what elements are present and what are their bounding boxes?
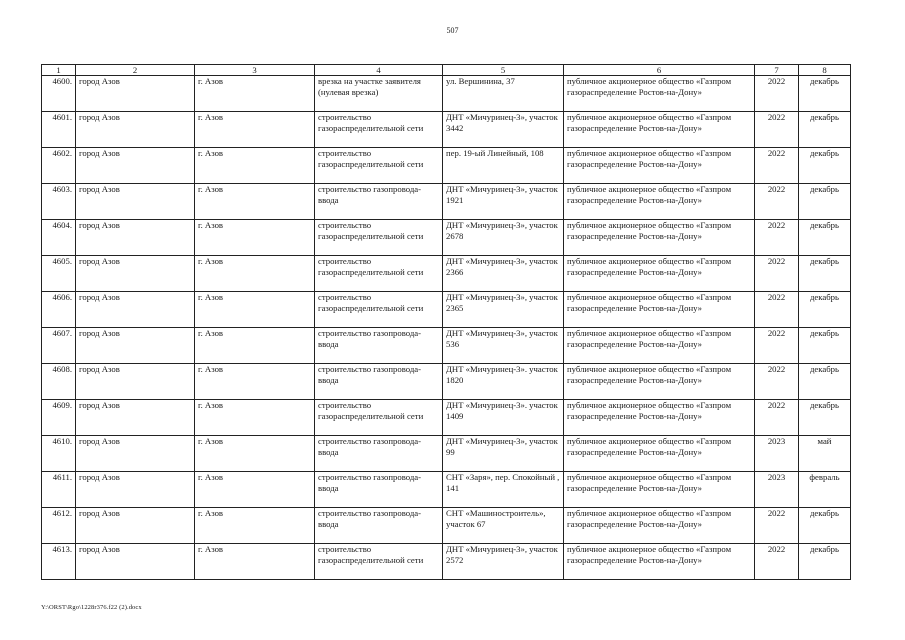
- table-row: [42, 112, 851, 148]
- cell-address: ДНТ «Мичуринец-3», участок 3442: [443, 112, 564, 148]
- cell-year: 2022: [755, 328, 799, 364]
- cell-month: декабрь: [799, 508, 851, 544]
- cell-month: декабрь: [799, 112, 851, 148]
- cell-row-number: 4610.: [42, 436, 76, 472]
- cell-month: декабрь: [799, 256, 851, 292]
- cell-settlement: г. Азов: [195, 364, 315, 400]
- cell-organization: публичное акционерное общество «Газпром газораспределение Ростов-на-Дону»: [564, 472, 755, 508]
- cell-address: ДНТ «Мичуринец-3», участок 2366: [443, 256, 564, 292]
- cell-row-number: 4609.: [42, 400, 76, 436]
- cell-organization: публичное акционерное общество «Газпром газораспределение Ростов-на-Дону»: [564, 184, 755, 220]
- cell-year: 2022: [755, 544, 799, 580]
- cell-year: 2022: [755, 112, 799, 148]
- table-header: [42, 65, 851, 76]
- cell-address: ДНТ «Мичуринец-3», участок 2572: [443, 544, 564, 580]
- cell-month: декабрь: [799, 220, 851, 256]
- cell-row-number: 4600.: [42, 76, 76, 112]
- table-row: [42, 292, 851, 328]
- cell-organization: публичное акционерное общество «Газпром газораспределение Ростов-на-Дону»: [564, 544, 755, 580]
- cell-work-type: строительство газораспределительной сети: [315, 292, 443, 328]
- table-row: [42, 472, 851, 508]
- cell-year: 2022: [755, 364, 799, 400]
- cell-settlement: г. Азов: [195, 292, 315, 328]
- cell-year: 2022: [755, 292, 799, 328]
- cell-work-type: строительство газораспределительной сети: [315, 544, 443, 580]
- cell-row-number: 4606.: [42, 292, 76, 328]
- cell-address: ДНТ «Мичуринец-3», участок 2365: [443, 292, 564, 328]
- cell-municipality: город Азов: [76, 220, 195, 256]
- page-number: 507: [446, 26, 459, 35]
- cell-address: ДНТ «Мичуринец-3», участок 99: [443, 436, 564, 472]
- cell-settlement: г. Азов: [195, 76, 315, 112]
- cell-year: 2022: [755, 400, 799, 436]
- column-header: 2: [76, 65, 195, 76]
- cell-organization: публичное акционерное общество «Газпром газораспределение Ростов-на-Дону»: [564, 112, 755, 148]
- cell-row-number: 4608.: [42, 364, 76, 400]
- cell-organization: публичное акционерное общество «Газпром газораспределение Ростов-на-Дону»: [564, 292, 755, 328]
- table-row: [42, 220, 851, 256]
- table-row: [42, 364, 851, 400]
- cell-settlement: г. Азов: [195, 508, 315, 544]
- cell-address: ДНТ «Мичуринец-3». участок 1820: [443, 364, 564, 400]
- cell-work-type: строительство газораспределительной сети: [315, 112, 443, 148]
- cell-work-type: строительство газопровода-ввода: [315, 472, 443, 508]
- column-header: 4: [315, 65, 443, 76]
- cell-address: ДНТ «Мичуринец-3», участок 536: [443, 328, 564, 364]
- cell-organization: публичное акционерное общество «Газпром газораспределение Ростов-на-Дону»: [564, 364, 755, 400]
- column-header: 6: [564, 65, 755, 76]
- cell-work-type: строительство газораспределительной сети: [315, 400, 443, 436]
- cell-work-type: строительство газопровода-ввода: [315, 436, 443, 472]
- cell-municipality: город Азов: [76, 544, 195, 580]
- cell-work-type: строительство газораспределительной сети: [315, 256, 443, 292]
- cell-organization: публичное акционерное общество «Газпром газораспределение Ростов-на-Дону»: [564, 400, 755, 436]
- cell-month: декабрь: [799, 544, 851, 580]
- cell-address: СНТ «Машиностроитель», участок 67: [443, 508, 564, 544]
- cell-municipality: город Азов: [76, 76, 195, 112]
- cell-address: ул. Вершинина, 37: [443, 76, 564, 112]
- cell-year: 2022: [755, 76, 799, 112]
- cell-row-number: 4607.: [42, 328, 76, 364]
- cell-address: СНТ «Заря», пер. Спокойный , 141: [443, 472, 564, 508]
- column-header: 5: [443, 65, 564, 76]
- table-row: [42, 256, 851, 292]
- table-row: [42, 184, 851, 220]
- cell-row-number: 4613.: [42, 544, 76, 580]
- column-header: 3: [195, 65, 315, 76]
- gas-registry-table: [41, 64, 851, 580]
- table-row: [42, 148, 851, 184]
- cell-work-type: строительство газопровода-ввода: [315, 328, 443, 364]
- cell-settlement: г. Азов: [195, 148, 315, 184]
- table-row: [42, 544, 851, 580]
- cell-row-number: 4602.: [42, 148, 76, 184]
- cell-organization: публичное акционерное общество «Газпром газораспределение Ростов-на-Дону»: [564, 76, 755, 112]
- cell-month: май: [799, 436, 851, 472]
- column-header: 1: [42, 65, 76, 76]
- cell-month: декабрь: [799, 328, 851, 364]
- cell-year: 2022: [755, 508, 799, 544]
- cell-month: февраль: [799, 472, 851, 508]
- cell-settlement: г. Азов: [195, 400, 315, 436]
- file-path: Y:\ORST\Rgo\1228r376.f22 (2).docx: [41, 604, 142, 611]
- cell-organization: публичное акционерное общество «Газпром газораспределение Ростов-на-Дону»: [564, 436, 755, 472]
- cell-row-number: 4604.: [42, 220, 76, 256]
- cell-row-number: 4605.: [42, 256, 76, 292]
- cell-work-type: врезка на участке заявителя (нулевая врезка): [315, 76, 443, 112]
- cell-municipality: город Азов: [76, 328, 195, 364]
- table-row: [42, 76, 851, 112]
- cell-organization: публичное акционерное общество «Газпром газораспределение Ростов-на-Дону»: [564, 328, 755, 364]
- cell-address: пер. 19-ый Линейный, 108: [443, 148, 564, 184]
- cell-municipality: город Азов: [76, 364, 195, 400]
- cell-month: декабрь: [799, 184, 851, 220]
- cell-settlement: г. Азов: [195, 184, 315, 220]
- cell-organization: публичное акционерное общество «Газпром газораспределение Ростов-на-Дону»: [564, 256, 755, 292]
- cell-settlement: г. Азов: [195, 436, 315, 472]
- cell-settlement: г. Азов: [195, 220, 315, 256]
- cell-month: декабрь: [799, 292, 851, 328]
- cell-work-type: строительство газораспределительной сети: [315, 148, 443, 184]
- cell-year: 2023: [755, 472, 799, 508]
- cell-settlement: г. Азов: [195, 112, 315, 148]
- cell-year: 2022: [755, 148, 799, 184]
- cell-row-number: 4612.: [42, 508, 76, 544]
- cell-settlement: г. Азов: [195, 256, 315, 292]
- cell-settlement: г. Азов: [195, 328, 315, 364]
- cell-municipality: город Азов: [76, 184, 195, 220]
- cell-month: декабрь: [799, 364, 851, 400]
- column-header: 8: [799, 65, 851, 76]
- cell-work-type: строительство газопровода-ввода: [315, 508, 443, 544]
- cell-municipality: город Азов: [76, 400, 195, 436]
- cell-year: 2022: [755, 184, 799, 220]
- cell-municipality: город Азов: [76, 436, 195, 472]
- cell-month: декабрь: [799, 400, 851, 436]
- cell-organization: публичное акционерное общество «Газпром газораспределение Ростов-на-Дону»: [564, 220, 755, 256]
- cell-year: 2022: [755, 256, 799, 292]
- table-row: [42, 436, 851, 472]
- cell-municipality: город Азов: [76, 256, 195, 292]
- cell-settlement: г. Азов: [195, 472, 315, 508]
- cell-work-type: строительство газопровода-ввода: [315, 364, 443, 400]
- header-row: [42, 65, 851, 76]
- table-body: [42, 76, 851, 580]
- cell-year: 2023: [755, 436, 799, 472]
- cell-settlement: г. Азов: [195, 544, 315, 580]
- cell-municipality: город Азов: [76, 292, 195, 328]
- table-row: [42, 508, 851, 544]
- cell-organization: публичное акционерное общество «Газпром газораспределение Ростов-на-Дону»: [564, 508, 755, 544]
- cell-year: 2022: [755, 220, 799, 256]
- cell-row-number: 4601.: [42, 112, 76, 148]
- cell-work-type: строительство газораспределительной сети: [315, 220, 443, 256]
- cell-month: декабрь: [799, 76, 851, 112]
- table-row: [42, 328, 851, 364]
- cell-address: ДНТ «Мичуринец-3», участок 1921: [443, 184, 564, 220]
- column-header: 7: [755, 65, 799, 76]
- cell-work-type: строительство газопровода-ввода: [315, 184, 443, 220]
- cell-month: декабрь: [799, 148, 851, 184]
- cell-organization: публичное акционерное общество «Газпром газораспределение Ростов-на-Дону»: [564, 148, 755, 184]
- cell-address: ДНТ «Мичуринец-3», участок 2678: [443, 220, 564, 256]
- cell-address: ДНТ «Мичуринец-3». участок 1409: [443, 400, 564, 436]
- cell-municipality: город Азов: [76, 508, 195, 544]
- cell-row-number: 4611.: [42, 472, 76, 508]
- cell-municipality: город Азов: [76, 148, 195, 184]
- cell-municipality: город Азов: [76, 472, 195, 508]
- cell-municipality: город Азов: [76, 112, 195, 148]
- table-row: [42, 400, 851, 436]
- cell-row-number: 4603.: [42, 184, 76, 220]
